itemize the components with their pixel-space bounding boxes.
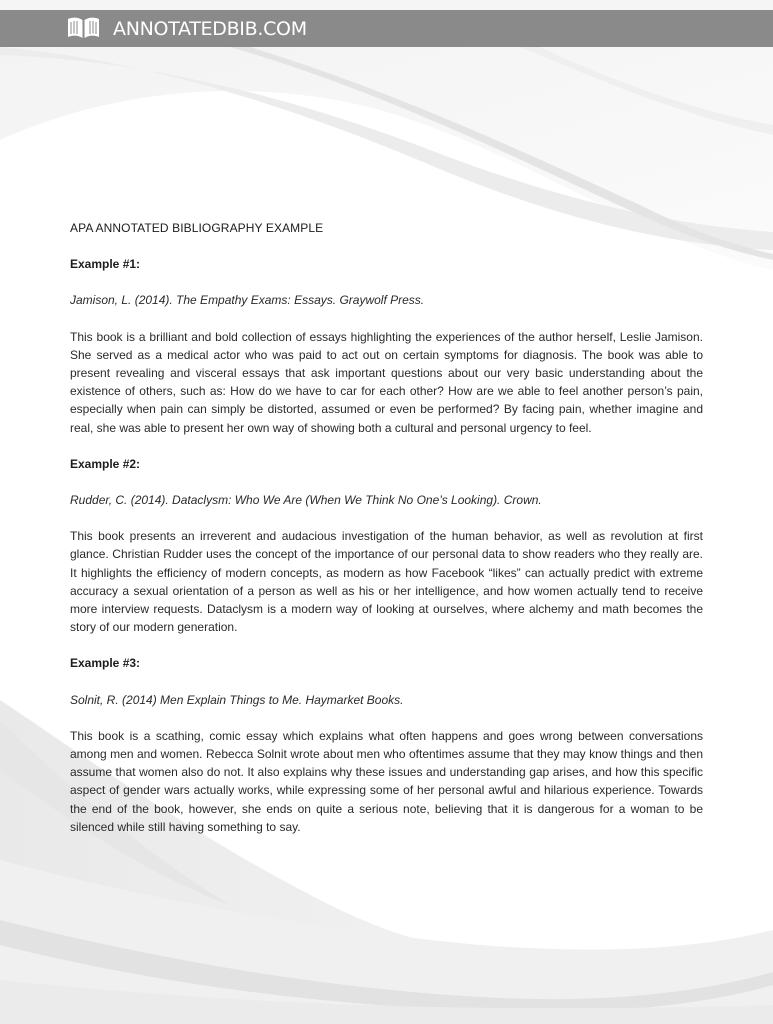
example-section-2 (70, 455, 703, 637)
document-title: APA ANNOTATED BIBLIOGRAPHY EXAMPLE (70, 221, 324, 235)
example-heading: Example #1: (70, 257, 141, 272)
citation: Solnit, R. (2014) Men Explain Things to Me. Haymarket Books. (70, 692, 404, 707)
header-bar (0, 10, 773, 47)
example-section-3 (70, 654, 703, 836)
citation: Rudder, C. (2014). Dataclysm: Who We Are (When We Think No One’s Looking). Crown. (70, 493, 542, 508)
citation: Jamison, L. (2014). The Empathy Exams: Essays. Graywolf Press. (70, 293, 425, 308)
annotation-paragraph: This book is a scathing, comic essay which explains what often happens and goes wrong between conversations among men and women. Rebecca Solnit wrote about men who oftentimes assume that they may know things and then assume that women also do not. It also explains why these issues and understanding gap arises, and how this specific aspect of gender wars actually works, while expressing some of her personal awful and hilarious experience. Towards the end of the book, however, she ends on quite a serious note, believing that it is dangerous for a woman to be silenced while still having something to say. (70, 728, 703, 834)
example-heading: Example #2: (70, 456, 141, 471)
annotation-paragraph: This book presents an irreverent and audacious investigation of the human behavior, as well as revolution at first glance. Christian Rudder uses the concept of the importance of our personal data to show readers who they really are. It highlights the efficiency of modern concepts, as modern as how Facebook “likes” can actually predict with extreme accuracy a sexual orientation of a person as well as his or her intelligence, and how women actually tend to receive more interview requests. Dataclysm is a modern way of looking at ourselves, where alchemy and math becomes the story of our modern generation. (70, 529, 703, 635)
site-brand-name[interactable]: ANNOTATEDBIB.COM (113, 18, 307, 40)
example-section-1 (70, 255, 703, 437)
document-body (70, 219, 703, 854)
open-book-icon (67, 16, 100, 40)
annotation-paragraph: This book is a brilliant and bold collection of essays highlighting the experiences of the author herself, Leslie Jamison. She served as a medical actor who was paid to act out on certain symptoms for diagnosis. The book was able to present revealing and visceral essays that ask important questions about our very basic understanding about the existence of others, such as: How do we have to car for each other? How are we able to feel another person’s pain, especially when pain can simply be distorted, assumed or even be performed? By facing pain, whether imagine and real, she was able to present her own way of showing both a cultural and personal urgency to feel. (70, 329, 703, 435)
example-heading: Example #3: (70, 656, 141, 671)
